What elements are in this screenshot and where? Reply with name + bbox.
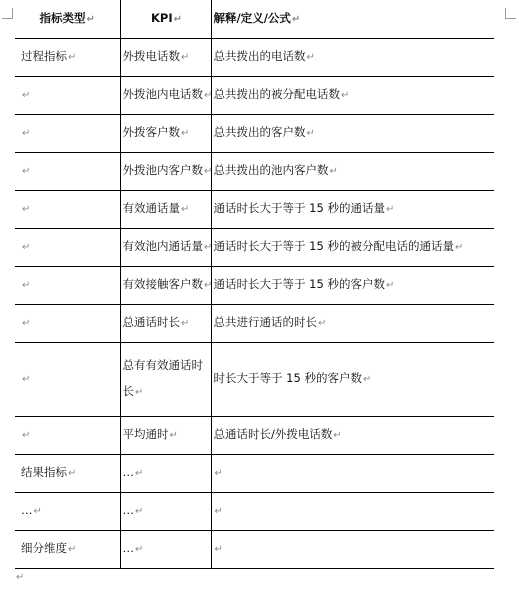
cell-kpi: …↵ — [120, 454, 211, 492]
cell-indicator-type: ↵ — [15, 266, 120, 304]
table-row — [15, 190, 494, 228]
header-kpi: KPI↵ — [120, 0, 211, 38]
cell-indicator-type: ↵ — [15, 228, 120, 266]
cell-definition: 时长大于等于 15 秒的客户数↵ — [211, 342, 494, 416]
cell-kpi: 总通话时长↵ — [120, 304, 211, 342]
table-row — [15, 114, 494, 152]
cell-kpi: 有效通话量↵ — [120, 190, 211, 228]
cell-indicator-type: ↵ — [15, 76, 120, 114]
cell-definition: 通话时长大于等于 15 秒的通话量↵ — [211, 190, 494, 228]
kpi-table — [15, 0, 494, 569]
cell-definition: ↵ — [211, 492, 494, 530]
cell-kpi: 外拨电话数↵ — [120, 38, 211, 76]
table-row — [15, 342, 494, 416]
cell-kpi: 外拨客户数↵ — [120, 114, 211, 152]
cell-definition: 总共拨出的池内客户数↵ — [211, 152, 494, 190]
cell-indicator-type: ↵ — [15, 190, 120, 228]
cell-kpi: 外拨池内客户数↵ — [120, 152, 211, 190]
cell-definition: 总共拨出的电话数↵ — [211, 38, 494, 76]
cell-definition: 通话时长大于等于 15 秒的客户数↵ — [211, 266, 494, 304]
table-row — [15, 454, 494, 492]
cell-kpi: …↵ — [120, 492, 211, 530]
cell-indicator-type: 结果指标↵ — [15, 454, 120, 492]
cell-indicator-type: ↵ — [15, 152, 120, 190]
table-row — [15, 228, 494, 266]
table-row — [15, 266, 494, 304]
header-indicator-type: 指标类型↵ — [15, 0, 120, 38]
table-row — [15, 530, 494, 568]
cell-definition: 总共拨出的客户数↵ — [211, 114, 494, 152]
cell-kpi: 总有有效通话时长↵ — [120, 342, 211, 416]
table-header-row — [15, 0, 494, 38]
crop-mark-top-left — [2, 8, 13, 19]
table-row — [15, 304, 494, 342]
cell-kpi: 外拨池内电话数↵ — [120, 76, 211, 114]
header-definition: 解释/定义/公式↵ — [211, 0, 494, 38]
cell-kpi: 有效池内通话量↵ — [120, 228, 211, 266]
cell-kpi: 平均通时↵ — [120, 416, 211, 454]
cell-indicator-type: …↵ — [15, 492, 120, 530]
cell-indicator-type: 过程指标↵ — [15, 38, 120, 76]
cell-indicator-type: 细分维度↵ — [15, 530, 120, 568]
cell-definition: 通话时长大于等于 15 秒的被分配电话的通话量↵ — [211, 228, 494, 266]
cell-indicator-type: ↵ — [15, 416, 120, 454]
cell-indicator-type: ↵ — [15, 114, 120, 152]
cell-definition: 总共拨出的被分配电话数↵ — [211, 76, 494, 114]
table-row — [15, 492, 494, 530]
cell-kpi: 有效接触客户数↵ — [120, 266, 211, 304]
table-row — [15, 76, 494, 114]
cell-definition: ↵ — [211, 454, 494, 492]
paragraph-end-mark: ↵ — [16, 572, 25, 583]
table-row — [15, 416, 494, 454]
cell-kpi: …↵ — [120, 530, 211, 568]
cell-definition: 总共进行通话的时长↵ — [211, 304, 494, 342]
crop-mark-top-right — [505, 8, 516, 19]
cell-indicator-type: ↵ — [15, 304, 120, 342]
table-row — [15, 38, 494, 76]
table-row — [15, 152, 494, 190]
cell-definition: ↵ — [211, 530, 494, 568]
cell-indicator-type: ↵ — [15, 342, 120, 416]
cell-definition: 总通话时长/外拨电话数↵ — [211, 416, 494, 454]
